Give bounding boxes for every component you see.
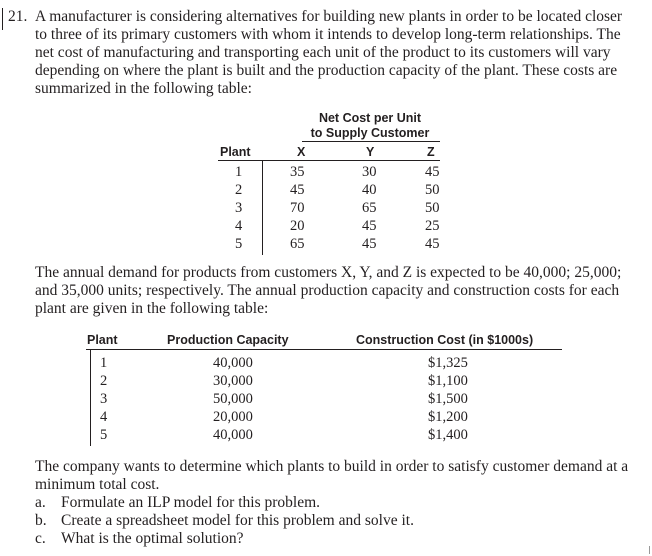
table1-header-z: Z	[427, 145, 435, 159]
table1-cell-z: 50	[425, 200, 440, 216]
part-label: c.	[35, 530, 46, 547]
table2-cell-cost: $1,400	[428, 427, 468, 443]
table1-header-y: Y	[366, 145, 375, 159]
table1-caption-line2: to Supply Customer	[310, 126, 430, 140]
table2-cell-plant: 4	[100, 409, 108, 425]
part-text: What is the optimal solution?	[61, 530, 244, 547]
table2-cell-cost: $1,200	[428, 409, 468, 425]
table1-cell-y: 40	[362, 182, 377, 198]
table1-caption-line1: Net Cost per Unit	[318, 111, 422, 125]
table2-header-capacity: Production Capacity	[167, 333, 289, 347]
table1-cell-z: 25	[425, 218, 440, 234]
table2-cell-cost: $1,325	[428, 355, 468, 371]
table1-caption	[300, 111, 440, 141]
table1-cell-plant: 3	[235, 200, 243, 216]
objective-paragraph: The company wants to determine which plants to build in order to satisfy customer demand at a minimum total cost.	[35, 458, 629, 493]
table1-cell-y: 45	[362, 236, 377, 252]
table1-cell-plant: 2	[235, 182, 243, 198]
table2-cell-plant: 2	[100, 373, 108, 389]
table1-cell-y: 45	[362, 218, 377, 234]
problem-intro: A manufacturer is considering alternatives for building new plants in order to be located closer to three of its primary customers with whom it intends to develop long-term relationships. The net cost of manufacturing and transporting each unit of the product to its customers will vary depending on where the plant is built and the production capacity of the plant. These costs are summarized in the following table:	[35, 8, 623, 97]
table1-cell-plant: 4	[235, 218, 243, 234]
table1-cell-y: 65	[362, 200, 377, 216]
table2-cell-plant: 1	[100, 355, 108, 371]
table1-cell-x: 20	[290, 218, 305, 234]
question-parts	[35, 494, 414, 548]
table1-cell-x: 65	[290, 236, 305, 252]
problem-number: 21.	[8, 8, 28, 25]
table1-cell-plant: 5	[235, 236, 243, 252]
table1-cell-x: 45	[290, 182, 305, 198]
problem-statement	[8, 8, 638, 98]
table1-cell-z: 50	[425, 182, 440, 198]
table2-cell-plant: 5	[100, 427, 108, 443]
table1-column-rule	[262, 161, 263, 255]
table2-header-plant: Plant	[87, 333, 118, 347]
part-text: Formulate an ILP model for this problem.	[61, 494, 321, 511]
table1-header-rule	[218, 160, 440, 161]
table1-cell-plant: 1	[235, 164, 243, 180]
table1-cell-x: 70	[290, 200, 305, 216]
edge-mark	[649, 546, 650, 554]
table2-header-cost: Construction Cost (in $1000s)	[356, 333, 534, 347]
table2-cell-capacity: 30,000	[213, 373, 253, 389]
table2-cell-capacity: 20,000	[213, 409, 253, 425]
table1-cell-y: 30	[362, 164, 377, 180]
table2-cell-capacity: 50,000	[213, 391, 253, 407]
table2-cell-capacity: 40,000	[213, 355, 253, 371]
table2-cell-capacity: 40,000	[213, 427, 253, 443]
margin-rule	[2, 8, 3, 30]
table2-header-rule	[86, 349, 562, 350]
table1-header-plant: Plant	[220, 145, 251, 159]
table2-column-rule	[90, 350, 91, 446]
list-item	[35, 530, 414, 548]
table2-cell-cost: $1,100	[428, 373, 468, 389]
table1-header-x: X	[297, 145, 306, 159]
list-item	[35, 512, 414, 530]
part-text: Create a spreadsheet model for this problem and solve it.	[61, 512, 414, 529]
demand-paragraph: The annual demand for products from customers X, Y, and Z is expected to be 40,000; 25,000; and 35,000 units; respectively. The annual production capacity and construction costs for each plant are given in the following table:	[35, 264, 622, 317]
part-label: a.	[35, 494, 46, 511]
table2-cell-cost: $1,500	[428, 391, 468, 407]
part-label: b.	[35, 512, 47, 529]
table1-cell-x: 35	[290, 164, 305, 180]
list-item	[35, 494, 414, 512]
table1-cell-z: 45	[425, 236, 440, 252]
table1-cell-z: 45	[425, 164, 440, 180]
table1-caption-rule	[302, 141, 440, 142]
table2-cell-plant: 3	[100, 391, 108, 407]
